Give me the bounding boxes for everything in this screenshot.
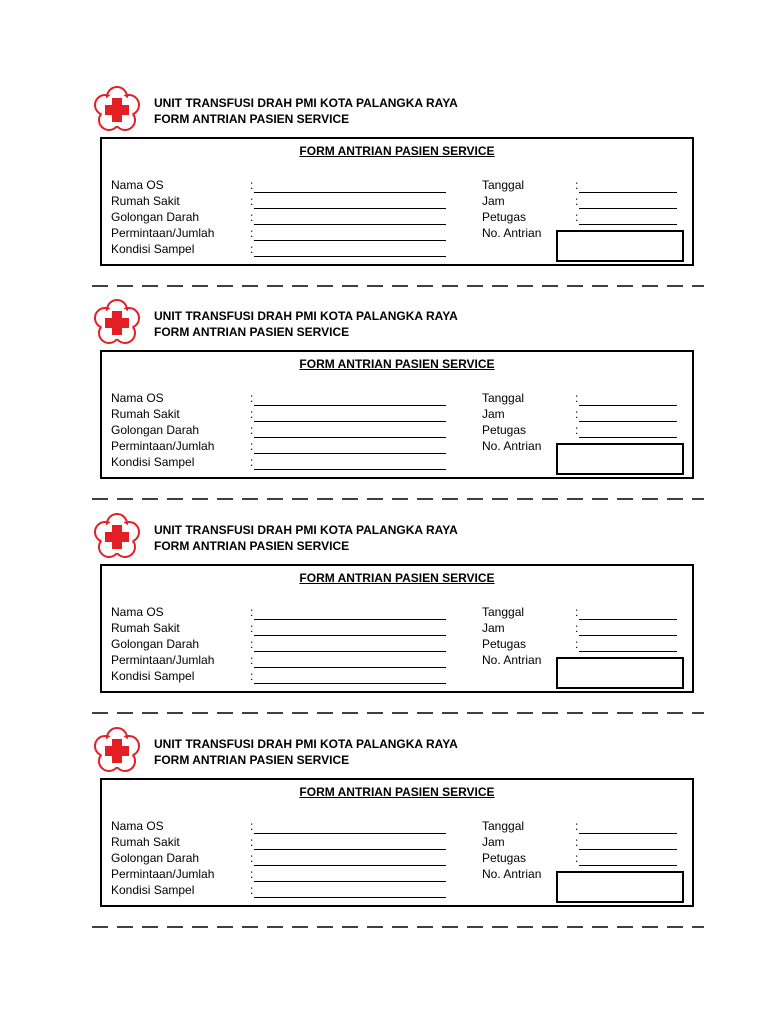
label-jam: Jam <box>482 621 505 635</box>
field-permintaan-jumlah[interactable]: : <box>250 866 446 882</box>
field-nama-os[interactable]: : <box>250 818 446 834</box>
field-jam[interactable]: : <box>575 193 677 209</box>
label-nama-os: Nama OS <box>111 391 164 405</box>
field-permintaan-jumlah[interactable]: : <box>250 225 446 241</box>
label-golongan-darah: Golongan Darah <box>111 637 200 651</box>
form-title: FORM ANTRIAN PASIEN SERVICE <box>299 357 495 371</box>
field-jam[interactable]: : <box>575 406 677 422</box>
label-rumah-sakit: Rumah Sakit <box>111 835 180 849</box>
label-rumah-sakit: Rumah Sakit <box>111 194 180 208</box>
form-box <box>100 778 694 907</box>
cut-line <box>92 711 704 715</box>
label-no-antrian: No. Antrian <box>482 439 542 453</box>
field-nama-os[interactable]: : <box>250 390 446 406</box>
org-name: UNIT TRANSFUSI DRAH PMI KOTA PALANGKA RAYA <box>154 309 458 323</box>
org-name: UNIT TRANSFUSI DRAH PMI KOTA PALANGKA RAYA <box>154 737 458 751</box>
field-tanggal[interactable]: : <box>575 177 677 193</box>
field-permintaan-jumlah[interactable]: : <box>250 438 446 454</box>
queue-number-box[interactable] <box>556 443 684 475</box>
label-jam: Jam <box>482 407 505 421</box>
form-title: FORM ANTRIAN PASIEN SERVICE <box>299 144 495 158</box>
field-golongan-darah[interactable]: : <box>250 636 446 652</box>
label-petugas: Petugas <box>482 637 527 651</box>
field-nama-os[interactable]: : <box>250 177 446 193</box>
label-petugas: Petugas <box>482 851 527 865</box>
label-rumah-sakit: Rumah Sakit <box>111 621 180 635</box>
field-kondisi-sampel[interactable]: : <box>250 454 446 470</box>
label-rumah-sakit: Rumah Sakit <box>111 407 180 421</box>
cut-line <box>92 925 704 929</box>
label-permintaan-jumlah: Permintaan/Jumlah <box>111 226 215 240</box>
cut-line <box>92 497 704 501</box>
field-kondisi-sampel[interactable]: : <box>250 241 446 257</box>
form-title: FORM ANTRIAN PASIEN SERVICE <box>299 785 495 799</box>
form-box <box>100 137 694 266</box>
form-subtitle: FORM ANTRIAN PASIEN SERVICE <box>154 753 350 767</box>
label-kondisi-sampel: Kondisi Sampel <box>111 669 195 683</box>
label-permintaan-jumlah: Permintaan/Jumlah <box>111 439 215 453</box>
label-golongan-darah: Golongan Darah <box>111 210 200 224</box>
label-tanggal: Tanggal <box>482 605 525 619</box>
label-petugas: Petugas <box>482 423 527 437</box>
pmi-red-cross-icon <box>92 726 142 776</box>
field-kondisi-sampel[interactable]: : <box>250 882 446 898</box>
label-no-antrian: No. Antrian <box>482 226 542 240</box>
field-nama-os[interactable]: : <box>250 604 446 620</box>
pmi-red-cross-icon <box>92 85 142 135</box>
org-heading <box>154 95 458 127</box>
label-golongan-darah: Golongan Darah <box>111 851 200 865</box>
label-kondisi-sampel: Kondisi Sampel <box>111 883 195 897</box>
queue-slip-1 <box>0 85 768 285</box>
label-nama-os: Nama OS <box>111 819 164 833</box>
org-heading <box>154 308 458 340</box>
form-title: FORM ANTRIAN PASIEN SERVICE <box>299 571 495 585</box>
label-permintaan-jumlah: Permintaan/Jumlah <box>111 653 215 667</box>
pmi-red-cross-icon <box>92 512 142 562</box>
label-tanggal: Tanggal <box>482 391 525 405</box>
queue-slip-2 <box>0 298 768 498</box>
queue-number-box[interactable] <box>556 657 684 689</box>
cut-line <box>92 284 704 288</box>
form-box <box>100 564 694 693</box>
label-jam: Jam <box>482 835 505 849</box>
label-nama-os: Nama OS <box>111 178 164 192</box>
label-jam: Jam <box>482 194 505 208</box>
queue-number-box[interactable] <box>556 230 684 262</box>
field-petugas[interactable]: : <box>575 850 677 866</box>
field-rumah-sakit[interactable]: : <box>250 406 446 422</box>
field-jam[interactable]: : <box>575 834 677 850</box>
form-subtitle: FORM ANTRIAN PASIEN SERVICE <box>154 539 350 553</box>
org-name: UNIT TRANSFUSI DRAH PMI KOTA PALANGKA RAYA <box>154 523 458 537</box>
field-petugas[interactable]: : <box>575 422 677 438</box>
org-name: UNIT TRANSFUSI DRAH PMI KOTA PALANGKA RAYA <box>154 96 458 110</box>
field-permintaan-jumlah[interactable]: : <box>250 652 446 668</box>
pmi-red-cross-icon <box>92 298 142 348</box>
label-permintaan-jumlah: Permintaan/Jumlah <box>111 867 215 881</box>
field-rumah-sakit[interactable]: : <box>250 193 446 209</box>
field-golongan-darah[interactable]: : <box>250 209 446 225</box>
label-nama-os: Nama OS <box>111 605 164 619</box>
label-petugas: Petugas <box>482 210 527 224</box>
field-kondisi-sampel[interactable]: : <box>250 668 446 684</box>
label-no-antrian: No. Antrian <box>482 653 542 667</box>
field-tanggal[interactable]: : <box>575 390 677 406</box>
form-box <box>100 350 694 479</box>
label-tanggal: Tanggal <box>482 819 525 833</box>
queue-slip-3 <box>0 512 768 712</box>
form-subtitle: FORM ANTRIAN PASIEN SERVICE <box>154 112 350 126</box>
label-kondisi-sampel: Kondisi Sampel <box>111 242 195 256</box>
org-heading <box>154 522 458 554</box>
label-tanggal: Tanggal <box>482 178 525 192</box>
label-golongan-darah: Golongan Darah <box>111 423 200 437</box>
form-subtitle: FORM ANTRIAN PASIEN SERVICE <box>154 325 350 339</box>
field-jam[interactable]: : <box>575 620 677 636</box>
field-golongan-darah[interactable]: : <box>250 422 446 438</box>
org-heading <box>154 736 458 768</box>
label-no-antrian: No. Antrian <box>482 867 542 881</box>
queue-number-box[interactable] <box>556 871 684 903</box>
label-kondisi-sampel: Kondisi Sampel <box>111 455 195 469</box>
field-petugas[interactable]: : <box>575 209 677 225</box>
queue-slip-4 <box>0 726 768 926</box>
field-golongan-darah[interactable]: : <box>250 850 446 866</box>
field-rumah-sakit[interactable]: : <box>250 620 446 636</box>
field-tanggal[interactable]: : <box>575 818 677 834</box>
field-petugas[interactable]: : <box>575 636 677 652</box>
field-tanggal[interactable]: : <box>575 604 677 620</box>
field-rumah-sakit[interactable]: : <box>250 834 446 850</box>
